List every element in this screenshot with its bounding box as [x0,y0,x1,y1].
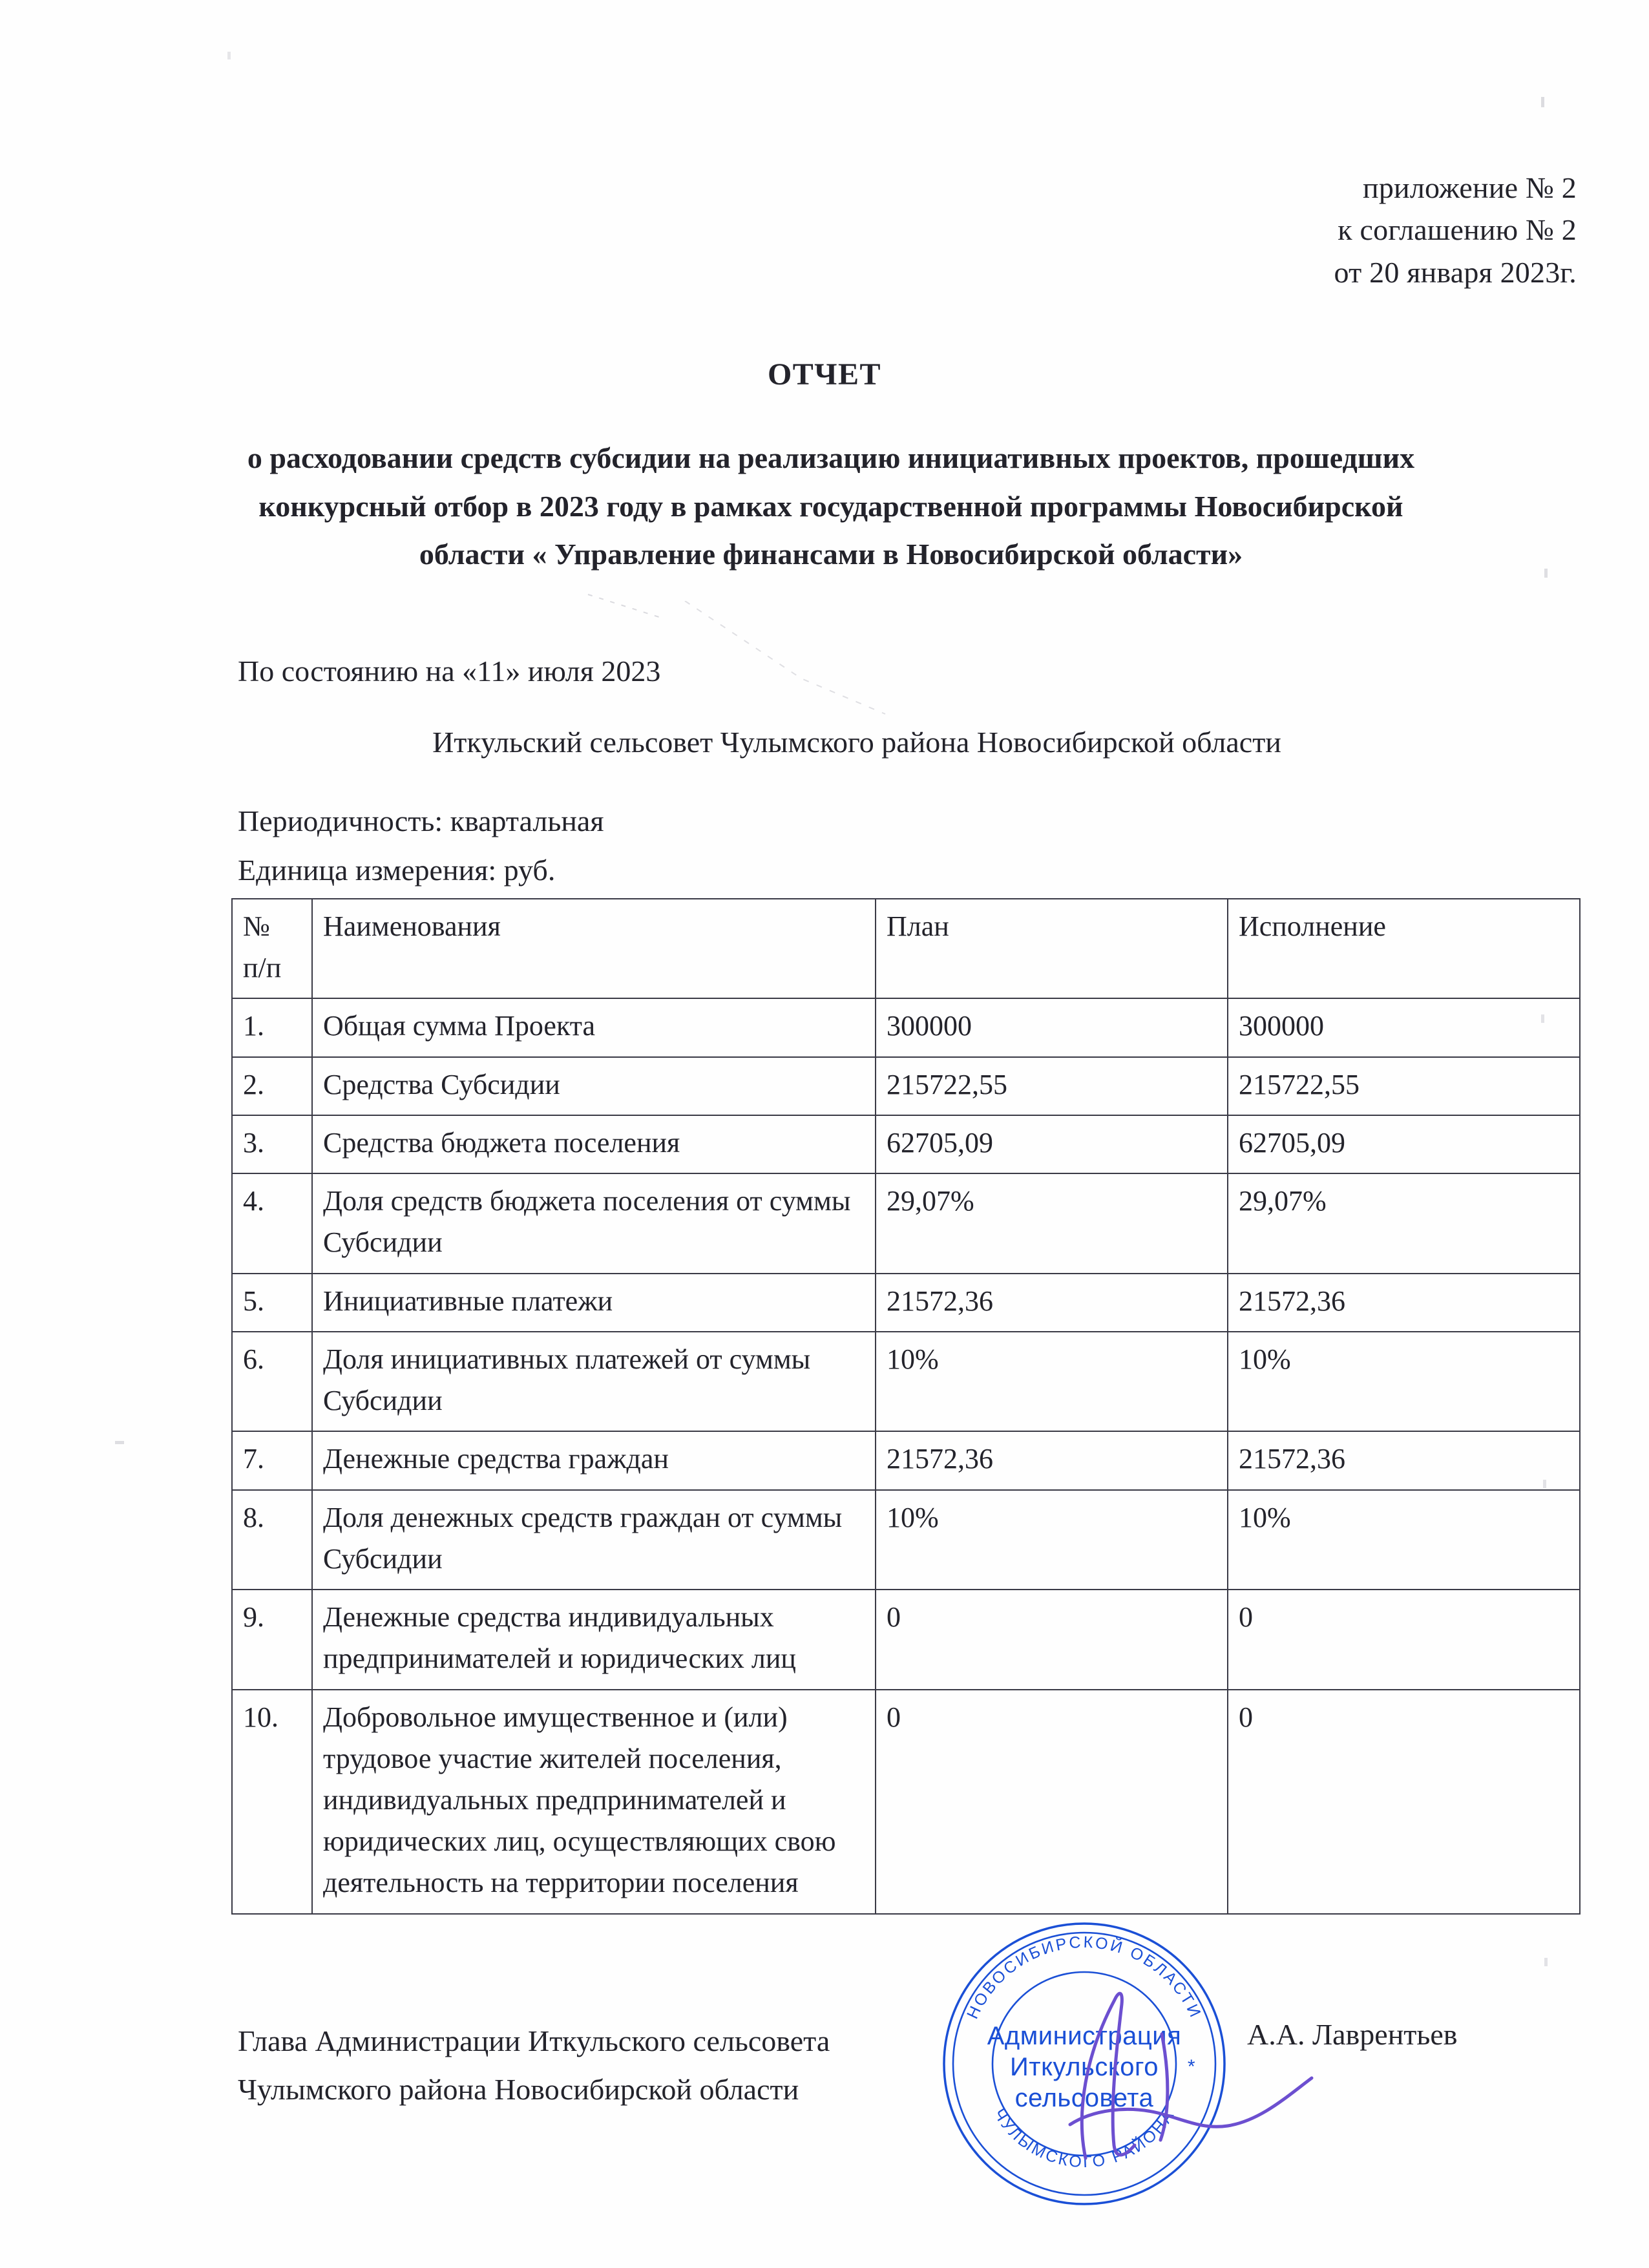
scan-speck [1544,569,1548,578]
table-row [232,1115,1580,1173]
row-fact: 29,07% [1228,1173,1580,1273]
official-stamp-icon [938,1918,1230,2210]
stamp-center-line2: Иткульского [1010,2053,1159,2081]
row-plan: 300000 [876,998,1228,1056]
stamp-arc-bottom: ЧУЛЫМСКОГО РАЙОНА [990,2105,1179,2172]
row-number: 9. [232,1590,312,1689]
row-fact: 62705,09 [1228,1115,1580,1173]
row-number: 4. [232,1173,312,1273]
row-plan: 0 [876,1590,1228,1689]
entity-name: Иткульский сельсовет Чулымского района Новосибирской области [432,726,1281,759]
row-name: Денежные средства граждан [312,1431,876,1489]
table-row [232,1490,1580,1590]
row-name: Средства Субсидии [312,1057,876,1115]
scan-speck [1544,1958,1548,1966]
row-fact: 10% [1228,1332,1580,1431]
header-line-agreement: к соглашению № 2 [1338,213,1577,247]
row-name: Денежные средства индивидуальных предпринимателей и юридических лиц [312,1590,876,1689]
row-fact: 10% [1228,1490,1580,1590]
scan-speck [1541,97,1544,107]
column-header-name: Наименования [312,899,876,998]
svg-text:НОВОСИБИРСКОЙ ОБЛАСТИ [963,1933,1205,2022]
row-fact: 0 [1228,1590,1580,1689]
column-header-fact: Исполнение [1228,899,1580,998]
row-fact: 300000 [1228,998,1580,1056]
signature-role-line1: Глава Администрации Иткульского сельсовета [238,2024,830,2057]
row-name: Общая сумма Проекта [312,998,876,1056]
table-row [232,1431,1580,1489]
row-plan: 62705,09 [876,1115,1228,1173]
column-header-number-line2: п/п [243,952,282,984]
table-row [232,1690,1580,1914]
page-title: ОТЧЕТ [767,357,882,392]
scan-speck [227,52,231,59]
page-subtitle: о расходовании средств субсидии на реализацию инициативных проектов, прошедших конкурсный отбор в 2023 году в рамках государственной программы Новосибирской области « Управление финансами в Новосибирской области» [247,441,1415,571]
row-fact: 215722,55 [1228,1057,1580,1115]
stamp-center-line1: Администрация [987,2022,1182,2050]
row-plan: 10% [876,1490,1228,1590]
row-number: 2. [232,1057,312,1115]
stamp-arc-top: НОВОСИБИРСКОЙ ОБЛАСТИ [963,1933,1205,2022]
table-row [232,998,1580,1056]
row-plan: 10% [876,1332,1228,1431]
row-name: Инициативные платежи [312,1274,876,1332]
header-line-date: от 20 января 2023г. [1334,255,1577,289]
report-table [231,898,1581,1915]
table-row [232,1332,1580,1431]
row-fact: 21572,36 [1228,1431,1580,1489]
periodicity-label: Периодичность: квартальная [238,804,604,837]
row-plan: 0 [876,1690,1228,1914]
row-number: 6. [232,1332,312,1431]
row-plan: 21572,36 [876,1274,1228,1332]
stamp-center-line3: сельсовета [1014,2084,1154,2112]
row-name: Доля инициативных платежей от суммы Субсидии [312,1332,876,1431]
row-number: 10. [232,1690,312,1914]
row-name: Добровольное имущественное и (или) трудовое участие жителей поселения, индивидуальных предпринимателей и юридических лиц, осуществляющих свою деятельность на территории поселения [312,1690,876,1914]
column-header-number [232,899,312,998]
table-body [232,998,1580,1913]
table-row [232,1274,1580,1332]
row-plan: 21572,36 [876,1431,1228,1489]
row-name: Доля средств бюджета поселения от суммы Субсидии [312,1173,876,1273]
row-number: 5. [232,1274,312,1332]
as-of-date: По состоянию на «11» июля 2023 [238,655,661,688]
signature-role-line2: Чулымского района Новосибирской области [238,2072,799,2106]
signatory-name: А.А. Лаврентьев [1247,2018,1458,2051]
table-header-row [232,899,1580,998]
row-number: 3. [232,1115,312,1173]
scan-speck [115,1441,124,1444]
svg-text:ЧУЛЫМСКОГО РАЙОНА [990,2106,1179,2172]
column-header-plan: План [876,899,1228,998]
column-header-number-line1: № [243,910,270,942]
unit-label: Единица измерения: руб. [238,854,556,887]
table-row [232,1057,1580,1115]
document-header-block [1334,167,1577,293]
table-row [232,1590,1580,1689]
row-number: 1. [232,998,312,1056]
row-number: 7. [232,1431,312,1489]
handwritten-signature [1008,1951,1344,2165]
stamp-asterisk-icon: * [1187,2056,1196,2077]
row-name: Средства бюджета поселения [312,1115,876,1173]
row-name: Доля денежных средств граждан от суммы Субсидии [312,1490,876,1590]
signature-role-block [238,2017,830,2114]
row-plan: 215722,55 [876,1057,1228,1115]
row-number: 8. [232,1490,312,1590]
table-row [232,1173,1580,1273]
row-fact: 0 [1228,1690,1580,1914]
row-fact: 21572,36 [1228,1274,1580,1332]
header-line-appendix: приложение № 2 [1363,171,1577,204]
row-plan: 29,07% [876,1173,1228,1273]
